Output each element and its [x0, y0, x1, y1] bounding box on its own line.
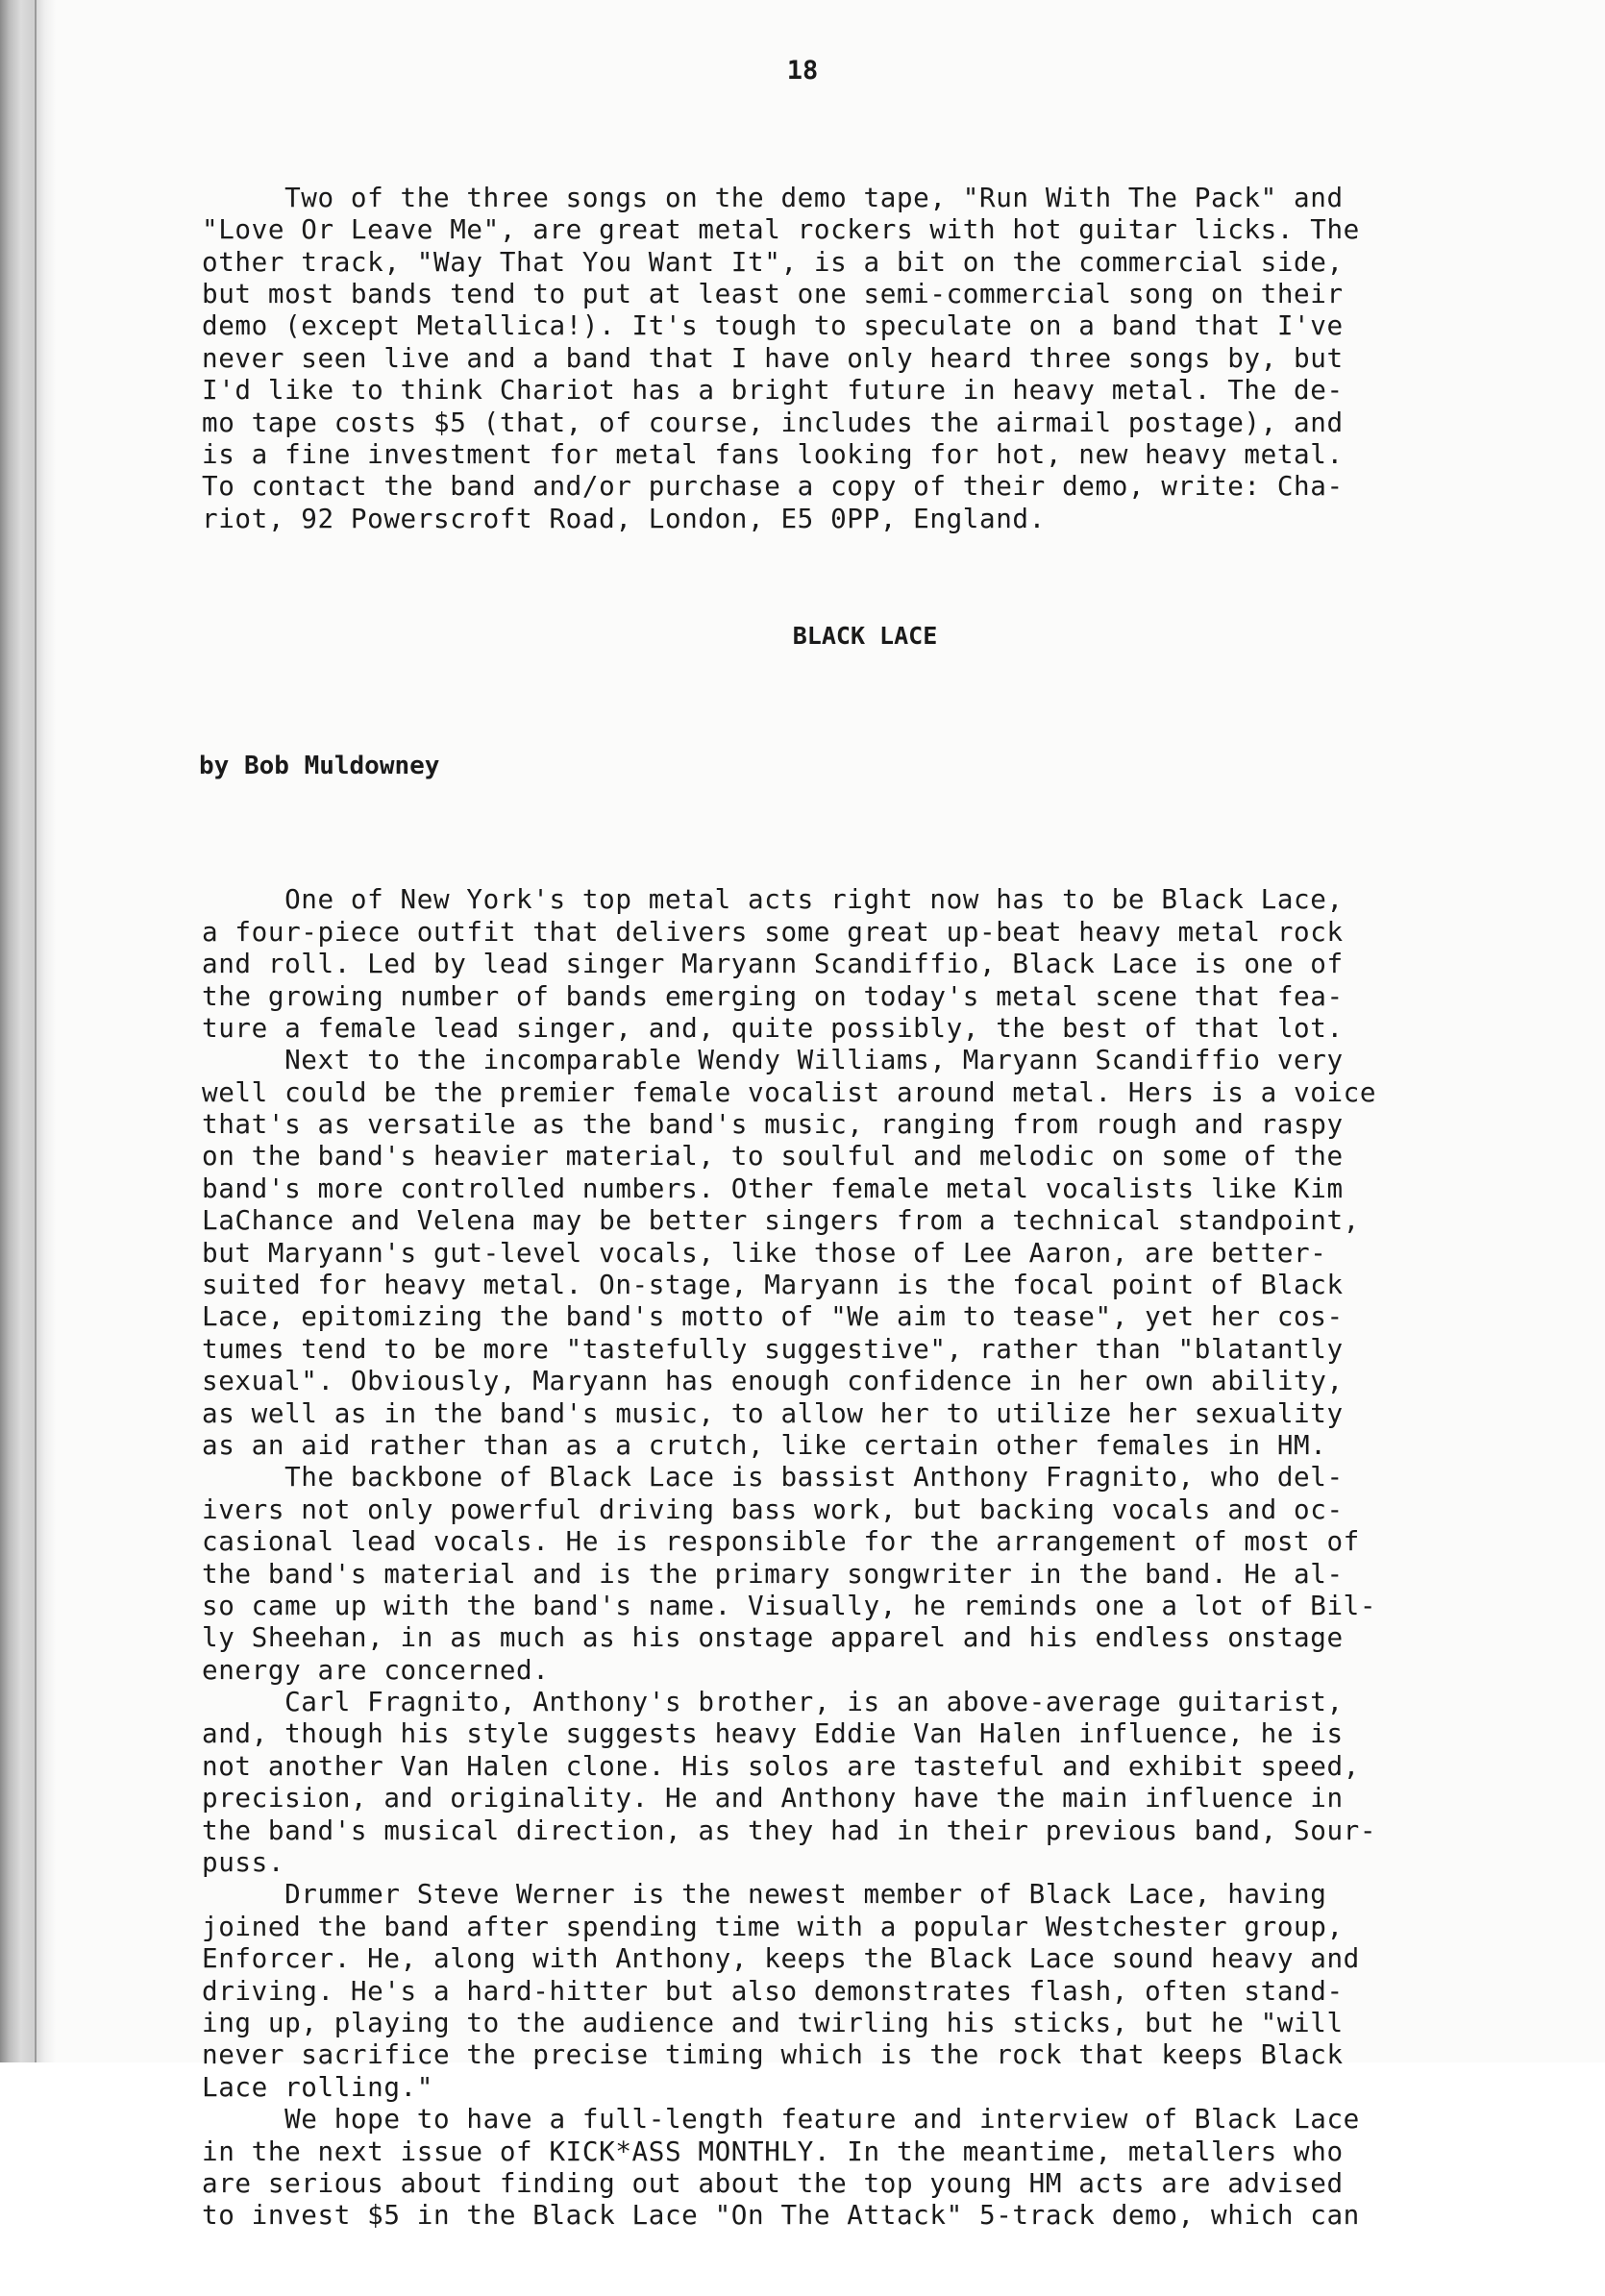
text-line: the growing number of bands emerging on today's metal scene that fea- — [202, 979, 1344, 1012]
text-line: ly Sheehan, in as much as his onstage apparel and his endless onstage — [202, 1621, 1344, 1654]
binding-line — [35, 0, 37, 2062]
text-line: sexual". Obviously, Maryann has enough confidence in her own ability, — [202, 1365, 1344, 1397]
text-line: riot, 92 Powerscroft Road, London, E5 0PP, England. — [202, 502, 1046, 534]
article-byline: by Bob Muldowney — [199, 752, 440, 781]
text-line: as an aid rather than as a crutch, like certain other females in HM. — [202, 1428, 1327, 1461]
text-line: driving. He's a hard-hitter but also demonstrates flash, often stand- — [202, 1974, 1344, 2007]
text-line: are serious about finding out about the top young HM acts are advised — [202, 2166, 1344, 2199]
text-line: Next to the incomparable Wendy Williams, Maryann Scandiffio very — [202, 1044, 1344, 1076]
text-line: suited for heavy metal. On-stage, Maryann is the focal point of Black — [202, 1269, 1344, 1301]
text-line: on the band's heavier material, to soulful and melodic on some of the — [202, 1140, 1344, 1173]
text-line: never seen live and a band that I have only heard three songs by, but — [202, 341, 1344, 374]
text-line: tumes tend to be more "tastefully suggestive", rather than "blatantly — [202, 1332, 1344, 1365]
text-line: that's as versatile as the band's music, ranging from rough and raspy — [202, 1108, 1344, 1141]
text-line: well could be the premier female vocalist around metal. Hers is a voice — [202, 1075, 1377, 1108]
binding-edge — [0, 0, 56, 2062]
text-line: ture a female lead singer, and, quite possibly, the best of that lot. — [202, 1011, 1344, 1044]
text-line: to invest $5 in the Black Lace "On The Attack" 5-track demo, which can — [202, 2199, 1360, 2232]
text-line: mo tape costs $5 (that, of course, includes the airmail postage), and — [202, 406, 1344, 438]
text-line: band's more controlled numbers. Other female metal vocalists like Kim — [202, 1172, 1344, 1204]
text-line: never sacrifice the precise timing which is the rock that keeps Black — [202, 2038, 1344, 2071]
text-line: joined the band after spending time with a popular Westchester group, — [202, 1910, 1344, 1942]
page-text — [199, 117, 1528, 2296]
article-heading: BLACK LACE — [792, 621, 938, 650]
text-line: precision, and originality. He and Anthony have the main influence in — [202, 1782, 1344, 1815]
text-line: I'd like to think Chariot has a bright future in heavy metal. The de- — [202, 374, 1344, 407]
text-line: Lace rolling." — [202, 2070, 433, 2103]
text-line: the band's musical direction, as they had in their previous band, Sour- — [202, 1814, 1377, 1846]
text-line: but Maryann's gut-level vocals, like those of Lee Aaron, are better- — [202, 1236, 1327, 1269]
text-line: Two of the three songs on the demo tape, "Run With The Pack" and — [202, 181, 1344, 213]
text-line: as well as in the band's music, to allow her to utilize her sexuality — [202, 1396, 1344, 1429]
text-line: and roll. Led by lead singer Maryann Scandiffio, Black Lace is one of — [202, 948, 1344, 980]
text-line: puss. — [202, 1846, 285, 1879]
text-line: ing up, playing to the audience and twirling his sticks, but he "will — [202, 2007, 1344, 2038]
intro-section — [202, 182, 1528, 534]
text-line: other track, "Way That You Want It", is a bit on the commercial side, — [202, 245, 1344, 278]
text-line: LaChance and Velena may be better singers from a technical standpoint, — [202, 1204, 1360, 1237]
text-line: the band's material and is the primary songwriter in the band. He al- — [202, 1557, 1344, 1590]
text-line: Lace, epitomizing the band's motto of "We aim to tease", yet her cos- — [202, 1300, 1344, 1333]
text-line: not another Van Halen clone. His solos are tasteful and exhibit speed, — [202, 1749, 1360, 1782]
text-line: a four-piece outfit that delivers some great up-beat heavy metal rock — [202, 915, 1344, 948]
text-line: and, though his style suggests heavy Eddie Van Halen influence, he is — [202, 1717, 1344, 1750]
text-line: in the next issue of KICK*ASS MONTHLY. In the meantime, metallers who — [202, 2135, 1344, 2167]
text-line: To contact the band and/or purchase a copy of their demo, write: Cha- — [202, 470, 1344, 503]
text-line: "Love Or Leave Me", are great metal rockers with hot guitar licks. The — [202, 213, 1360, 246]
text-line: casional lead vocals. He is responsible for the arrangement of most of — [202, 1525, 1360, 1558]
text-line: One of New York's top metal acts right now has to be Black Lace, — [202, 883, 1344, 916]
text-line: demo (except Metallica!). It's tough to speculate on a band that I've — [202, 309, 1344, 342]
text-line: but most bands tend to put at least one semi-commercial song on their — [202, 277, 1344, 309]
text-line: Enforcer. He, along with Anthony, keeps the Black Lace sound heavy and — [202, 1942, 1360, 1975]
page-number: 18 — [786, 56, 819, 86]
text-line: is a fine investment for metal fans looking for hot, new heavy metal. — [202, 437, 1344, 470]
text-line: The backbone of Black Lace is bassist Anthony Fragnito, who del- — [202, 1461, 1344, 1494]
article-body — [202, 883, 1528, 2231]
text-line: energy are concerned. — [202, 1653, 550, 1686]
text-line: We hope to have a full-length feature and interview of Black Lace — [202, 2103, 1360, 2136]
text-line: so came up with the band's name. Visually, he reminds one a lot of Bil- — [202, 1589, 1377, 1621]
text-line: ivers not only powerful driving bass work, but backing vocals and oc- — [202, 1493, 1344, 1525]
text-line: Drummer Steve Werner is the newest member of Black Lace, having — [202, 1878, 1327, 1911]
text-line: Carl Fragnito, Anthony's brother, is an above-average guitarist, — [202, 1686, 1344, 1718]
